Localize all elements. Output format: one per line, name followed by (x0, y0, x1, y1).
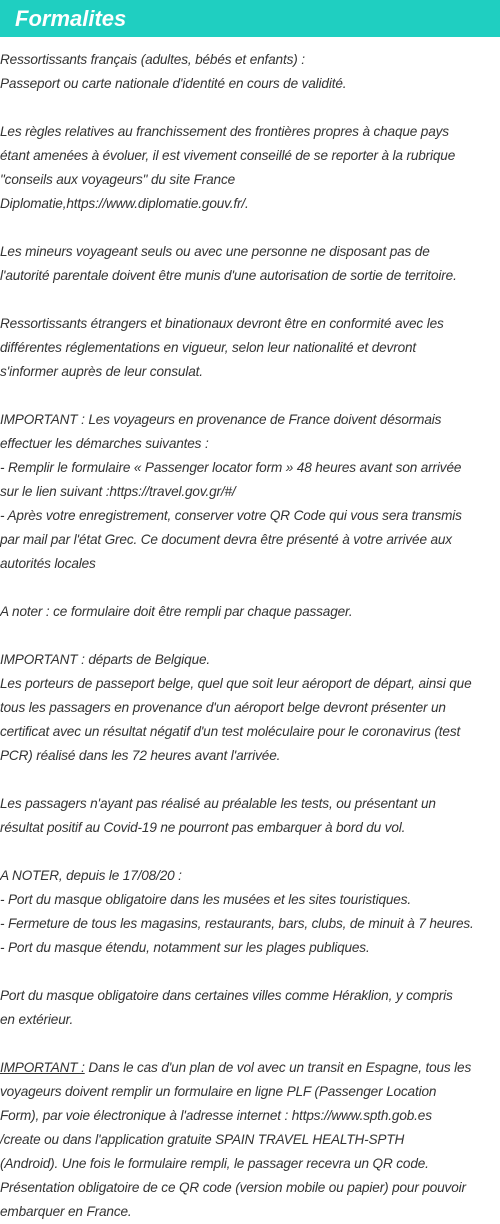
paragraph-spacer (0, 960, 500, 984)
text-line: résultat positif au Covid-19 ne pourront pas embarquer à bord du vol. (0, 820, 406, 835)
text-line: - Fermeture de tous les magasins, restaurants, bars, clubs, de minuit à 7 heures. (0, 916, 474, 931)
text-line (0, 1056, 500, 1080)
text-fragment: Dans le cas d'un plan de vol avec un transit en Espagne, tous les (84, 1060, 472, 1075)
text-line: Présentation obligatoire de ce QR code (version mobile ou papier) pour pouvoir (0, 1180, 466, 1195)
section-header (0, 0, 500, 37)
text-line: Passeport ou carte nationale d'identité en cours de validité. (0, 76, 347, 91)
paragraph (0, 864, 500, 960)
text-line: IMPORTANT : départs de Belgique. (0, 652, 211, 667)
paragraph-spacer (0, 96, 500, 120)
paragraph-spacer (0, 768, 500, 792)
text-line: Les passagers n'ayant pas réalisé au préalable les tests, ou présentant un (0, 796, 436, 811)
paragraph-spacer (0, 1032, 500, 1056)
text-line: A NOTER, depuis le 17/08/20 : (0, 868, 182, 883)
text-line: Ressortissants français (adultes, bébés et enfants) : (0, 52, 305, 67)
paragraph-spain-transit (0, 1056, 500, 1224)
paragraph (0, 648, 500, 768)
text-line: s'informer auprès de leur consulat. (0, 364, 203, 379)
paragraph-spacer (0, 384, 500, 408)
text-line: sur le lien suivant :https://travel.gov.gr/#/ (0, 484, 236, 499)
text-line: IMPORTANT : Les voyageurs en provenance de France doivent désormais (0, 412, 442, 427)
paragraph (0, 312, 500, 384)
text-line: A noter : ce formulaire doit être rempli par chaque passager. (0, 604, 353, 619)
paragraph-spacer (0, 288, 500, 312)
text-line: Les règles relatives au franchissement des frontières propres à chaque pays (0, 124, 449, 139)
paragraph (0, 984, 500, 1032)
paragraph (0, 48, 500, 96)
paragraph (0, 408, 500, 576)
text-line: - Port du masque étendu, notamment sur les plages publiques. (0, 940, 370, 955)
paragraph-spacer (0, 576, 500, 600)
text-line: /create ou dans l'application gratuite SPAIN TRAVEL HEALTH-SPTH (0, 1132, 405, 1147)
text-line: Port du masque obligatoire dans certaines villes comme Héraklion, y compris (0, 988, 453, 1003)
text-line: voyageurs doivent remplir un formulaire en ligne PLF (Passenger Location (0, 1084, 437, 1099)
important-label: IMPORTANT : (0, 1060, 85, 1075)
text-line: effectuer les démarches suivantes : (0, 436, 209, 451)
text-line: Diplomatie,https://www.diplomatie.gouv.fr/. (0, 196, 249, 211)
text-line: autorités locales (0, 556, 96, 571)
text-line: différentes réglementations en vigueur, selon leur nationalité et devront (0, 340, 417, 355)
text-line: (Android). Une fois le formulaire rempli, le passager recevra un QR code. (0, 1156, 429, 1171)
text-line: Ressortissants étrangers et binationaux devront être en conformité avec les (0, 316, 444, 331)
text-line: embarquer en France. (0, 1204, 132, 1219)
formalities-text (0, 48, 500, 1224)
paragraph-spacer (0, 624, 500, 648)
text-line: par mail par l'état Grec. Ce document devra être présenté à votre arrivée aux (0, 532, 452, 547)
text-line: étant amenées à évoluer, il est vivement conseillé de se reporter à la rubrique (0, 148, 456, 163)
paragraph (0, 792, 500, 840)
paragraph (0, 240, 500, 288)
paragraph-spacer (0, 840, 500, 864)
text-line: Les porteurs de passeport belge, quel que soit leur aéroport de départ, ainsi que (0, 676, 472, 691)
text-line: - Port du masque obligatoire dans les musées et les sites touristiques. (0, 892, 411, 907)
paragraph-spacer (0, 216, 500, 240)
text-line: l'autorité parentale doivent être munis d'une autorisation de sortie de territoire. (0, 268, 457, 283)
paragraph (0, 120, 500, 216)
text-line: en extérieur. (0, 1012, 74, 1027)
text-line: tous les passagers en provenance d'un aéroport belge devront présenter un (0, 700, 446, 715)
text-line: certificat avec un résultat négatif d'un test moléculaire pour le coronavirus (test (0, 724, 461, 739)
text-line: PCR) réalisé dans les 72 heures avant l'arrivée. (0, 748, 281, 763)
text-line: Form), par voie électronique à l'adresse internet : https://www.spth.gob.es (0, 1108, 432, 1123)
section-title: Formalites (15, 6, 127, 31)
text-line: "conseils aux voyageurs" du site France (0, 172, 236, 187)
text-line: - Remplir le formulaire « Passenger locator form » 48 heures avant son arrivée (0, 460, 462, 475)
text-line: - Après votre enregistrement, conserver votre QR Code qui vous sera transmis (0, 508, 462, 523)
text-line: Les mineurs voyageant seuls ou avec une personne ne disposant pas de (0, 244, 430, 259)
paragraph (0, 600, 500, 624)
